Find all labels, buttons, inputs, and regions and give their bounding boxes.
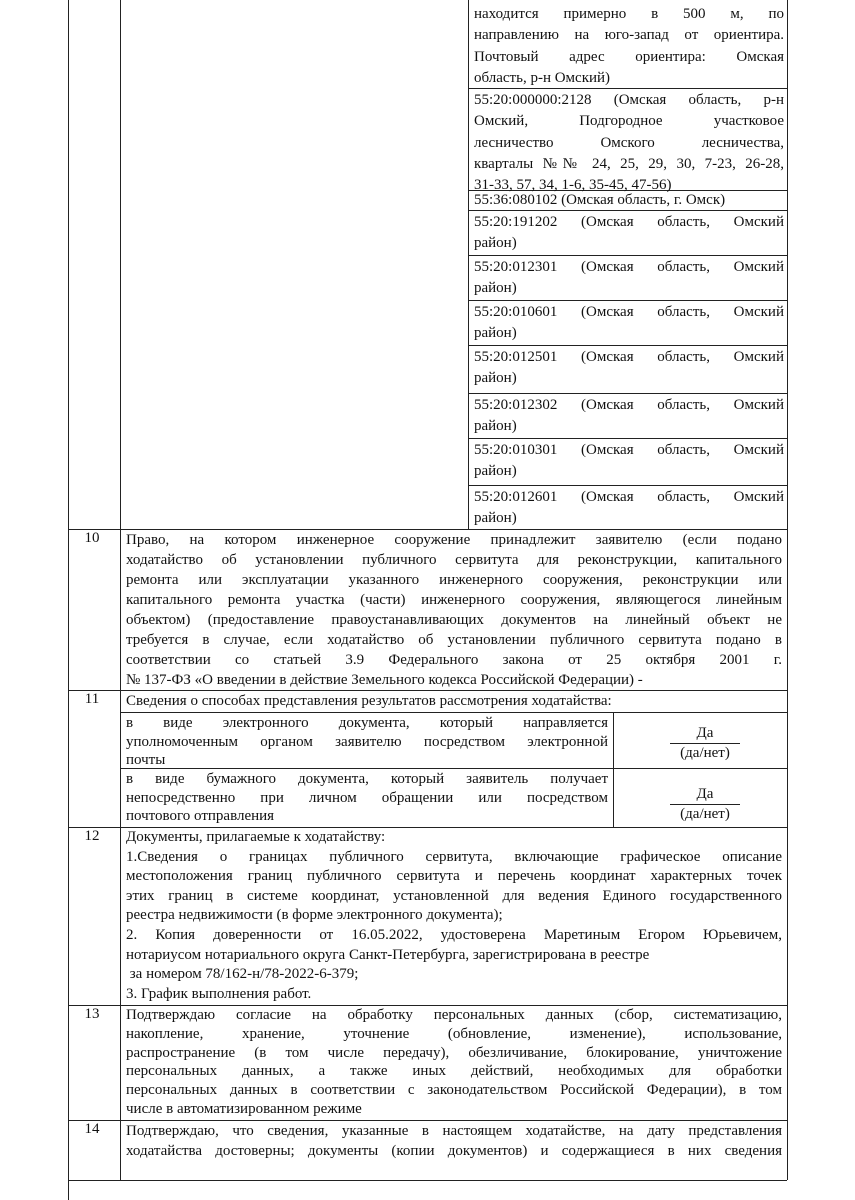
text-line: 55:20:010301 (Омская область, Омский (474, 442, 784, 458)
text-line: Документы, прилагаемые к ходатайству: (126, 829, 386, 845)
cadastral-cell (474, 302, 784, 345)
text-line: ремонта или эксплуатации указанного инженерного сооружения, реконструкции или (126, 572, 782, 588)
answer-electronic (640, 724, 770, 763)
text-line: почтового отправления (126, 808, 275, 824)
cadastral-cell (474, 440, 784, 483)
text-line: этих границ в системе координат, установленной для ведения Единого государственного (126, 887, 782, 904)
cadastral-cell (474, 90, 784, 196)
cadastral-cell (474, 257, 784, 300)
text-line: район) (474, 325, 517, 342)
address-cell (474, 4, 784, 89)
text-line: Подтверждаю, что сведения, указанные в настоящем ходатайстве, на дату представления (126, 1123, 782, 1139)
text-line: капитального ремонта участка (части) инженерного сооружения, являющегося линейным (126, 592, 782, 608)
text-line: № 137-ФЗ «О введении в действие Земельного кодекса Российской Федерации) - (126, 672, 643, 688)
section-number: 11 (84, 691, 100, 707)
section-13-text (126, 1006, 782, 1119)
text-line: направлению на юго-запад от ориентира. (474, 27, 784, 44)
section-number: 12 (84, 828, 100, 844)
text-line: 1.Сведения о границах публичного сервитута, включающие графическое описание (126, 848, 782, 865)
table-right-border (787, 0, 788, 1180)
value-column-divider (468, 0, 469, 530)
section-12-text (126, 828, 782, 1004)
text-line: ходатайства достоверны; документы (копии документов) и содержащиеся в них сведения (126, 1143, 782, 1159)
text-line: 55:20:012301 (Омская область, Омский (474, 259, 784, 275)
text-line: нотариусом нотариального округа Санкт-Петербурга, зарегистрирована в реестре (126, 946, 650, 963)
text-line: Право, на котором инженерное сооружение принадлежит заявителю (если подано (126, 532, 782, 548)
cadastral-cell (474, 347, 784, 390)
text-line: персональных данных в соответствии с законодательством Российской Федерации), в том (126, 1082, 782, 1099)
text-line: ходатайство об установлении публичного сервитута для реконструкции, капитального (126, 552, 782, 568)
text-line: за номером 78/162-н/78-2022-6-379; (126, 966, 359, 983)
text-line: Подтверждаю согласие на обработку персональных данных (сбор, систематизацию, (126, 1007, 782, 1023)
section-14-text (126, 1121, 782, 1161)
text-line: район) (474, 418, 517, 435)
text-line: требуется в случае, если ходатайство об установлении публичного сервитута подано в (126, 632, 782, 648)
row-divider (468, 255, 787, 256)
text-line: Почтовый адрес ориентира: Омская (474, 48, 784, 65)
row-divider (468, 300, 787, 301)
row-divider (468, 393, 787, 394)
section-number: 10 (84, 530, 100, 546)
text-line: 3. График выполнения работ. (126, 985, 312, 1002)
text-line: 55:20:010601 (Омская область, Омский (474, 304, 784, 320)
text-line: объектом) (предоставление правоустанавливающих документов на линейный объект не (126, 612, 782, 628)
cadastral-cell (474, 212, 784, 255)
text-line: числе в автоматизированном режиме (126, 1100, 362, 1117)
text-line: район) (474, 370, 517, 387)
text-line: район) (474, 463, 517, 480)
cadastral-cell (474, 190, 784, 211)
text-line: район) (474, 280, 517, 297)
cadastral-cell (474, 395, 784, 438)
text-line: область, р-н Омский) (474, 69, 611, 86)
text-line: 55:20:012601 (Омская область, Омский (474, 489, 784, 505)
text-line: район) (474, 510, 517, 527)
row-divider (468, 438, 787, 439)
text-line: кварталы №№ 24, 25, 29, 30, 7-23, 26-28, (474, 155, 784, 172)
text-line: накопление, хранение, уточнение (обновление, изменение), использование, (126, 1025, 782, 1042)
row-divider (468, 345, 787, 346)
row-divider (468, 485, 787, 486)
cadastral-cell (474, 487, 784, 530)
text-line: Омский, Подгородное участковое (474, 113, 784, 130)
text-line: 31-33, 57, 34, 1-6, 35-45, 47-56) (474, 177, 672, 194)
text-line: 55:36:080102 (Омская область, г. Омск) (474, 192, 726, 208)
delivery-option-electronic (126, 714, 608, 770)
text-line: 55:20:012302 (Омская область, Омский (474, 397, 784, 413)
section-divider (68, 1180, 787, 1181)
section-title: Сведения о способах представления результатов рассмотрения ходатайства: (126, 693, 612, 709)
text-line: 55:20:191202 (Омская область, Омский (474, 214, 784, 230)
text-line: в виде электронного документа, который направляется (126, 715, 608, 731)
text-line: 55:20:000000:2128 (Омская область, р-н (474, 92, 784, 108)
text-line: персональных данных, а также иных действий, необходимых для обработки (126, 1063, 782, 1080)
text-line: местоположения границ публичного сервитута и перечень координат характерных точек (126, 868, 782, 885)
answer-paper (640, 785, 770, 824)
section-number: 13 (84, 1006, 100, 1022)
text-line: соответствии со статьей 3.9 Федерального закона от 25 октября 2001 г. (126, 652, 782, 668)
text-line: распространение (в том числе передачу), обезличивание, блокирование, уничтожение (126, 1044, 782, 1061)
text-line: район) (474, 235, 517, 252)
text-line: находится примерно в 500 м, по (474, 6, 784, 22)
text-line: 2. Копия доверенности от 16.05.2022, удостоверена Маретиным Егором Юрьевичем, (126, 926, 782, 943)
text-line: в виде бумажного документа, который заявитель получает (126, 771, 608, 787)
answer-hint: (да/нет) (680, 806, 730, 822)
section-10-text (126, 530, 782, 690)
answer-value: Да (670, 724, 740, 744)
delivery-option-paper (126, 770, 608, 826)
answer-value: Да (670, 785, 740, 805)
answer-hint: (да/нет) (680, 745, 730, 761)
section-number: 14 (84, 1121, 100, 1137)
text-line: уполномоченным органом заявителю посредством электронной (126, 733, 608, 750)
text-line: реестра недвижимости (в форме электронного документа); (126, 907, 503, 924)
text-line: почты (126, 752, 166, 768)
number-column-divider (120, 0, 121, 1180)
text-line: непосредственно при личном обращении или посредством (126, 789, 608, 806)
text-line: лесничество Омского лесничества, (474, 134, 784, 151)
text-line: 55:20:012501 (Омская область, Омский (474, 349, 784, 365)
answer-column-divider (613, 713, 614, 827)
